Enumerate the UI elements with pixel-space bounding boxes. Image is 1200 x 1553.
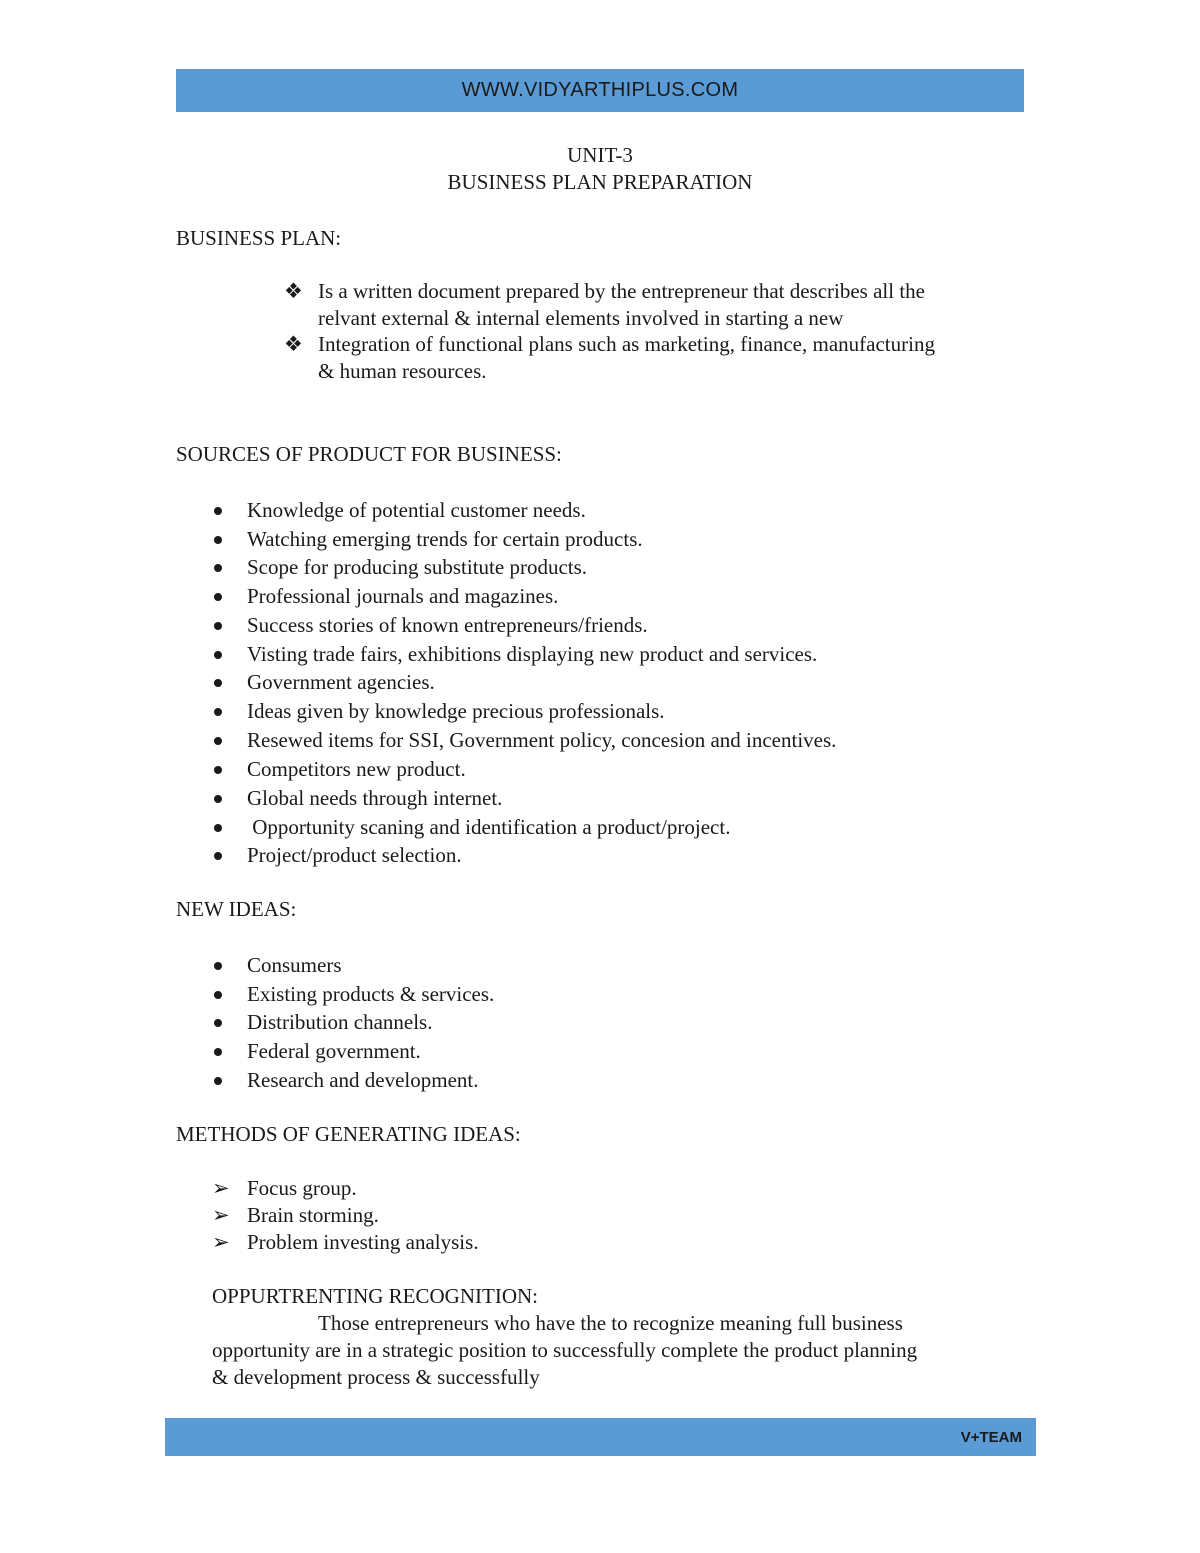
diamond-bullet-icon: ❖ bbox=[284, 279, 303, 303]
bullet-icon bbox=[214, 507, 222, 515]
list-item: Professional journals and magazines. bbox=[247, 584, 559, 608]
methods-heading: METHODS OF GENERATING IDEAS: bbox=[176, 1122, 521, 1146]
list-item: Watching emerging trends for certain products. bbox=[247, 527, 643, 551]
bullet-icon bbox=[214, 536, 222, 544]
document-title: BUSINESS PLAN PREPARATION bbox=[447, 170, 753, 194]
footer-banner bbox=[165, 1418, 1036, 1456]
bullet-icon bbox=[214, 824, 222, 832]
unit-title: UNIT-3 bbox=[567, 143, 633, 167]
bullet-icon bbox=[214, 852, 222, 860]
list-item: Scope for producing substitute products. bbox=[247, 555, 588, 579]
list-item: Existing products & services. bbox=[247, 982, 495, 1006]
bullet-icon bbox=[214, 991, 222, 999]
business-plan-item-2-line-2: & human resources. bbox=[318, 359, 487, 383]
business-plan-item-1-line-2: relvant external & internal elements involved in starting a new bbox=[318, 306, 844, 330]
list-item: Visting trade fairs, exhibitions displaying new product and services. bbox=[247, 642, 818, 666]
business-plan-item-1-line-1: Is a written document prepared by the entrepreneur that describes all the bbox=[318, 279, 926, 303]
bullet-icon bbox=[214, 795, 222, 803]
bullet-icon bbox=[214, 1077, 222, 1085]
opportunity-paragraph-line-3: & development process & successfully bbox=[212, 1365, 540, 1389]
opportunity-paragraph-line-2: opportunity are in a strategic position to successfully complete the product planning bbox=[212, 1338, 918, 1362]
arrow-bullet-icon: ➢ bbox=[212, 1230, 230, 1254]
bullet-icon bbox=[214, 766, 222, 774]
diamond-bullet-icon: ❖ bbox=[284, 332, 303, 356]
list-item: Consumers bbox=[247, 953, 342, 977]
footer-team-label: V+TEAM bbox=[960, 1428, 1022, 1446]
list-item: Competitors new product. bbox=[247, 757, 466, 781]
arrow-bullet-icon: ➢ bbox=[212, 1203, 230, 1227]
header-banner bbox=[176, 69, 1024, 112]
business-plan-heading: BUSINESS PLAN: bbox=[176, 226, 342, 250]
site-url: WWW.VIDYARTHIPLUS.COM bbox=[461, 79, 739, 101]
business-plan-item-2-line-1: Integration of functional plans such as marketing, finance, manufacturing bbox=[318, 332, 935, 356]
bullet-icon bbox=[214, 708, 222, 716]
list-item: Opportunity scaning and identification a product/project. bbox=[247, 815, 731, 839]
bullet-icon bbox=[214, 1019, 222, 1027]
list-item: Resewed items for SSI, Government policy, concesion and incentives. bbox=[247, 728, 837, 752]
bullet-icon bbox=[214, 737, 222, 745]
sources-heading: SOURCES OF PRODUCT FOR BUSINESS: bbox=[176, 442, 562, 466]
bullet-icon bbox=[214, 564, 222, 572]
arrow-bullet-icon: ➢ bbox=[212, 1176, 230, 1200]
bullet-icon bbox=[214, 651, 222, 659]
list-item: Research and development. bbox=[247, 1068, 479, 1092]
bullet-icon bbox=[214, 679, 222, 687]
list-item: Distribution channels. bbox=[247, 1010, 433, 1034]
bullet-icon bbox=[214, 962, 222, 970]
bullet-icon bbox=[214, 593, 222, 601]
list-item: Ideas given by knowledge precious professionals. bbox=[247, 699, 665, 723]
bullet-icon bbox=[214, 622, 222, 630]
list-item: Problem investing analysis. bbox=[247, 1230, 479, 1254]
opportunity-heading: OPPURTRENTING RECOGNITION: bbox=[212, 1284, 538, 1308]
list-item: Focus group. bbox=[247, 1176, 357, 1200]
list-item: Federal government. bbox=[247, 1039, 421, 1063]
list-item: Project/product selection. bbox=[247, 843, 462, 867]
opportunity-paragraph-line-1: Those entrepreneurs who have the to recognize meaning full business bbox=[318, 1311, 903, 1335]
list-item: Brain storming. bbox=[247, 1203, 379, 1227]
bullet-icon bbox=[214, 1048, 222, 1056]
list-item: Government agencies. bbox=[247, 670, 435, 694]
list-item: Knowledge of potential customer needs. bbox=[247, 498, 586, 522]
list-item: Success stories of known entrepreneurs/friends. bbox=[247, 613, 648, 637]
list-item: Global needs through internet. bbox=[247, 786, 503, 810]
new-ideas-heading: NEW IDEAS: bbox=[176, 897, 297, 921]
